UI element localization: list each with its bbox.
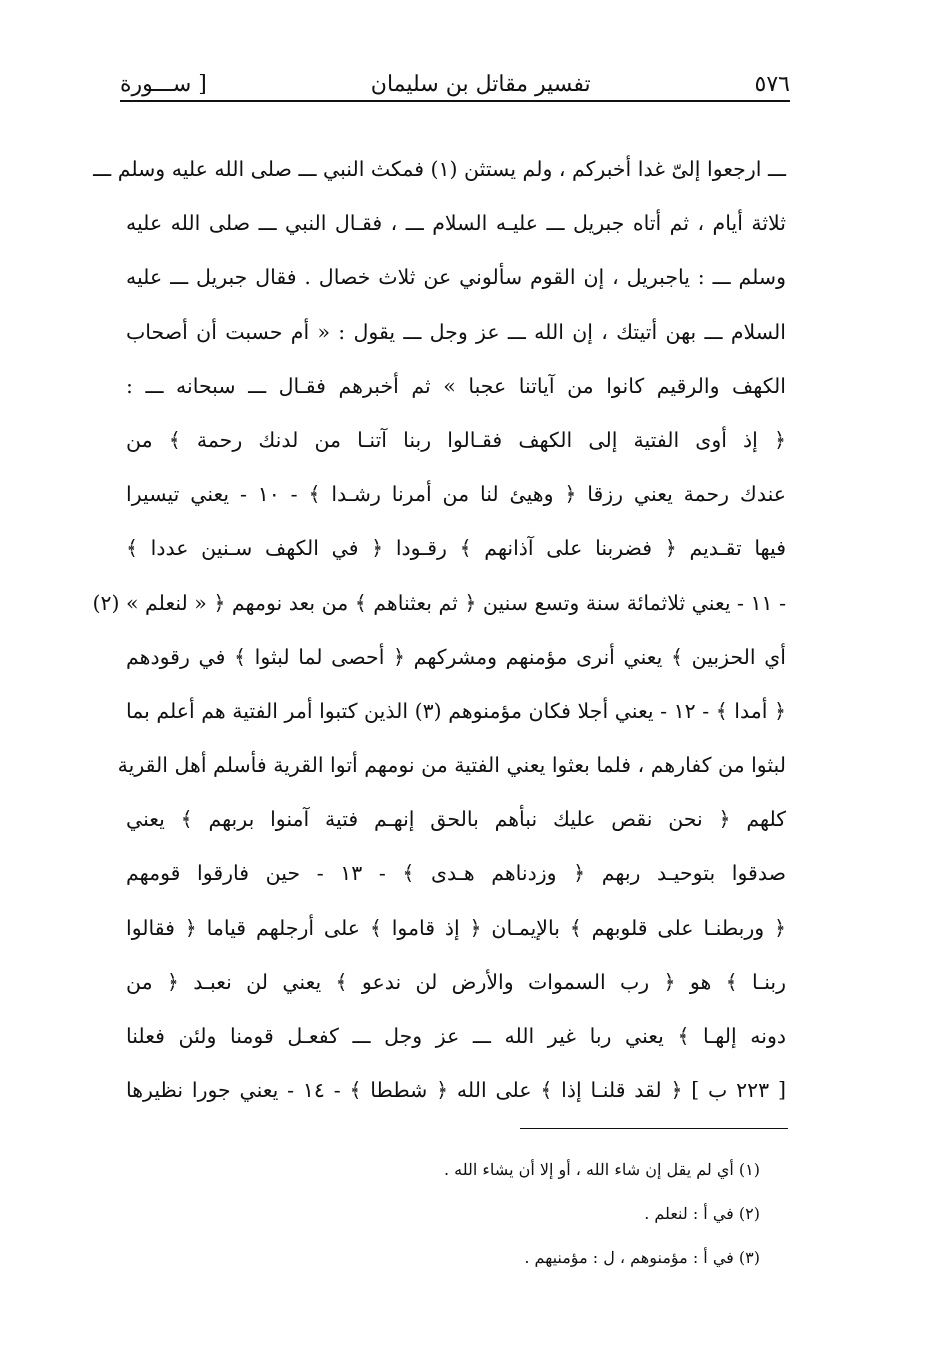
text-line: لبثوا من كفارهم ، فلما بعثوا يعني الفتية من نومهم أتوا القرية فأسلم أهل القرية [117,753,786,778]
text-line: ربنـا ﴾ هو ﴿ رب السموات والأرض لن ندعو ﴾ يعني لن نعبـد ﴿ من [126,969,786,994]
text-line: عندك رحمة يعني رزقا ﴿ وهيئ لنا من أمرنا رشـدا ﴾ - ١٠ - يعني تيسيرا [126,482,787,507]
text-line: أي الحزبين ﴾ يعني أنرى مؤمنهم ومشركهم ﴿ أحصى لما لبثوا ﴾ في رقودهم [126,644,786,669]
text-line: دونه إلهـا ﴾ يعني ربا غير الله ـــ عز وجل ـــ كفعـل قومنا ولئن فعلنا [126,1024,786,1048]
text-line: ـــ ارجعوا إلىّ غدا أخبركم ، ولم يستثن (١) فمكث النبي ـــ صلى الله عليه وسلم ـــ [93,157,786,181]
text-line: كلهم ﴿ نحن نقص عليك نبأهم بالحق إنهـم فتية آمنوا بربهم ﴾ يعني [126,807,786,832]
book-title: تفسير مقاتل بن سليمان [370,72,591,97]
text-line: [ ٢٢٣ ب ] ﴿ لقد قلنـا إذا ﴾ على الله ﴿ شططا ﴾ - ١٤ - يعني جورا نظيرها [126,1078,786,1103]
text-line: السلام ـــ بهن أتيتك ، إن الله ـــ عز وجل ـــ يقول : « أم حسبت أن أصحاب [126,319,786,344]
text-line: - ١١ - يعني ثلاثمائة سنة وتسع سنين ﴿ ثم بعثناهم ﴾ من بعد نومهم ﴿ « لنعلم » (٢) [92,590,786,615]
main-text [92,142,787,1117]
text-line: الكهف والرقيم كانوا من آياتنا عجبا » ثم أخبرهم فقـال ـــ سبحانه ـــ : [126,373,786,398]
footnote: (١) أي لم يقل إن شاء الله ، أو إلا أن يشاء الله . [443,1160,760,1179]
text-line: صدقوا بتوحيـد ربهم ﴿ وزدناهم هـدى ﴾ - ١٣ - حين فارقوا قومهم [126,861,786,886]
footnote: (٢) في أ : لنعلم . [644,1204,760,1223]
text-line: فيها تقـديم ﴿ فضربنا على آذانهم ﴾ رقـودا ﴿ في الكهف سـنين عددا ﴾ [126,536,786,561]
text-line: ثلاثة أيام ، ثم أتاه جبريل ـــ عليـه السلام ـــ ، فقـال النبي ـــ صلى الله عليه [126,211,786,236]
footnotes [160,1148,760,1280]
surah-label: [ ســـورة [120,72,207,97]
footnote-rule [520,1128,788,1129]
header-rule [120,100,790,102]
page-header [120,56,790,96]
text-line: ﴿ وربطنـا على قلوبهم ﴾ بالإيمـان ﴿ إذ قاموا ﴾ على أرجلهم قياما ﴿ فقالوا [126,915,786,940]
footnote: (٣) في أ : مؤمنوهم ، ل : مؤمنيهم . [524,1248,760,1267]
page-number: ٥٧٦ [754,72,790,97]
text-line: ﴿ إذ أوى الفتية إلى الكهف فقـالوا ربنا آتنـا من لدنك رحمة ﴾ من [126,427,786,452]
text-line: وسلم ـــ : ياجبريل ، إن القوم سألوني عن ثلاث خصال . فقال جبريل ـــ عليه [126,265,786,290]
text-line: ﴿ أمدا ﴾ - ١٢ - يعني أجلا فكان مؤمنوهم (٣) الذين كتبوا أمر الفتية هم أعلم بما [126,698,786,723]
